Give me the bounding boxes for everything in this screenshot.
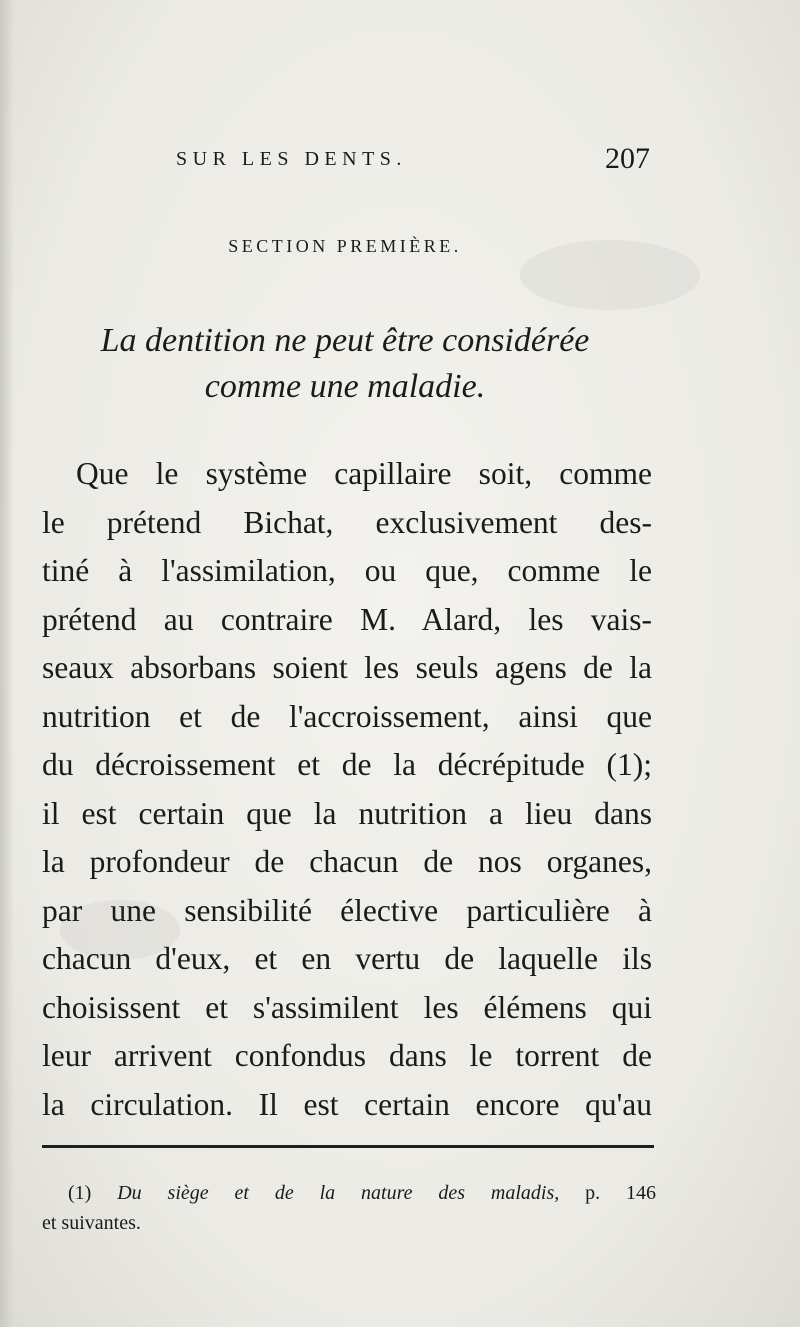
body-line: le prétend Bichat, exclusivement des- — [42, 504, 652, 540]
body-line: Que le système capillaire soit, comme — [76, 456, 652, 491]
section-title-line: La dentition ne peut être considérée — [100, 322, 590, 359]
footnote-rule — [42, 1145, 654, 1148]
footnote-marker: (1) — [68, 1182, 92, 1204]
body-line: nutrition et de l'accroissement, ainsi que — [42, 698, 652, 734]
footnote-citation: Du siège et de la nature des maladis, — [117, 1182, 560, 1204]
running-title: SUR LES DENTS. — [176, 148, 407, 170]
body-line: tiné à l'assimilation, ou que, comme le — [42, 553, 652, 588]
body-line: choisissent et s'assimilent les élémens qui — [42, 989, 652, 1025]
running-head — [40, 142, 650, 182]
section-title-line: comme une maladie. — [204, 368, 486, 405]
section-title — [40, 318, 650, 410]
body-line: la circulation. Il est certain encore qu'au — [42, 1086, 652, 1122]
body-line: la profondeur de chacun de nos organes, — [42, 844, 652, 879]
section-label: SECTION PREMIÈRE. — [228, 236, 462, 256]
footnote — [42, 1178, 656, 1238]
body-line: il est certain que la nutrition a lieu dans — [42, 795, 652, 831]
body-line: seaux absorbans soient les seuls agens de la — [42, 650, 652, 685]
body-line: chacun d'eux, et en vertu de laquelle ils — [42, 941, 652, 976]
footnote-line — [42, 1178, 656, 1208]
footnote-pages: p. 146 — [585, 1182, 657, 1204]
footnote-continuation: et suivantes. — [42, 1212, 141, 1234]
page-edge-shadow — [0, 0, 14, 1327]
body-paragraph — [42, 450, 652, 1129]
body-line: prétend au contraire M. Alard, les vais- — [42, 601, 652, 637]
body-line: du décroissement et de la décrépitude (1); — [42, 747, 652, 782]
page-number: 207 — [605, 142, 650, 175]
body-line: leur arrivent confondus dans le torrent de — [42, 1038, 652, 1073]
body-line: par une sensibilité élective particulière à — [42, 892, 652, 928]
